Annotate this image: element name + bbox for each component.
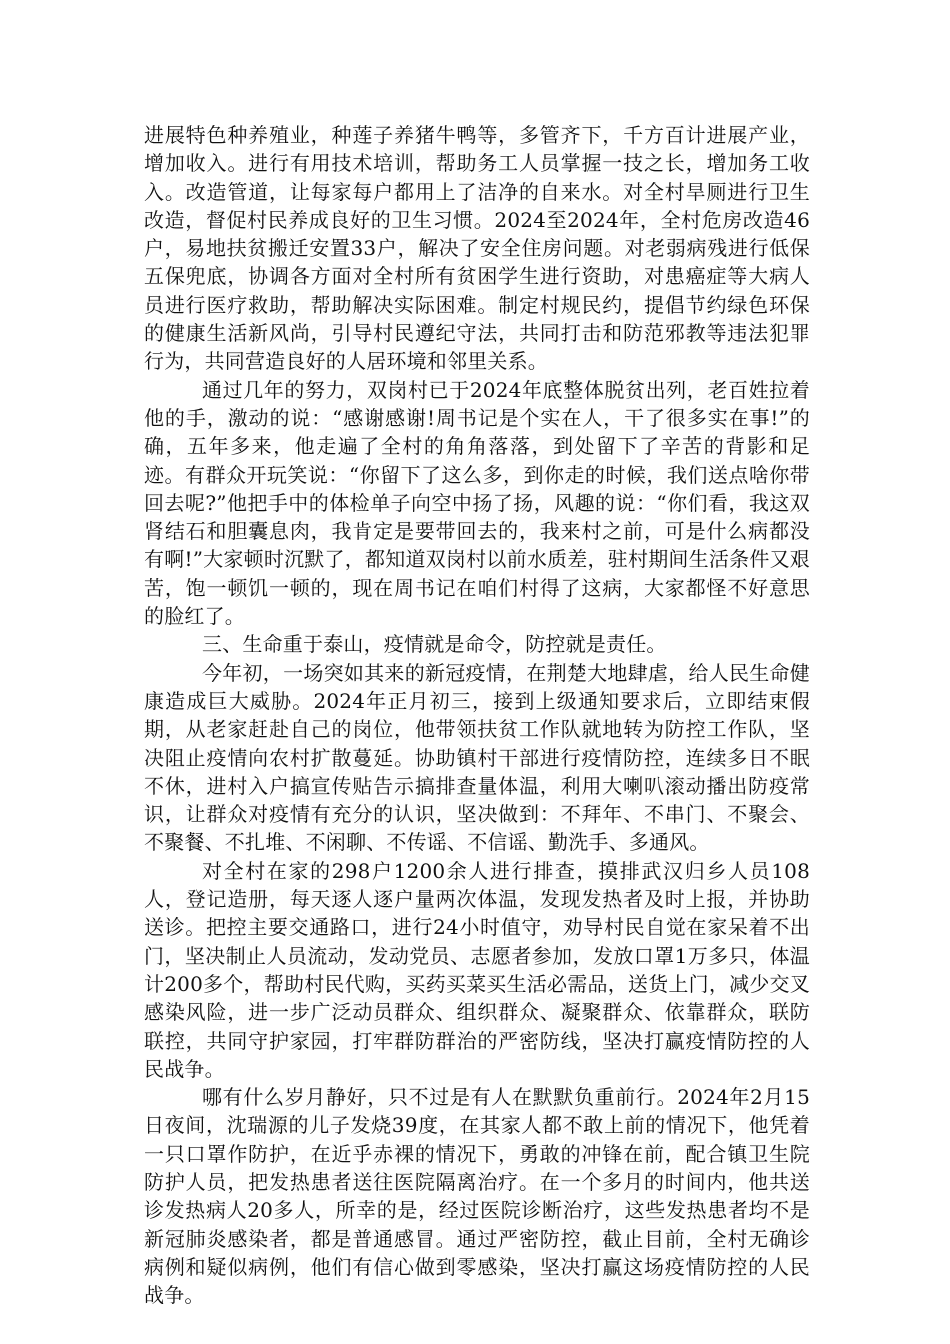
paragraph-frontline-escort: 哪有什么岁月静好，只不过是有人在默默负重前行。2024年2月15日夜间，沈瑞源的儿子发烧39度，在其家人都不敢上前的情况下，他凭着一只口罩作防护，在近乎赤裸的情况下，勇敢的冲锋在前，配合镇卫生院防护人员，把发热患者送往医院隔离治疗。在一个多月的时间内，他共送诊发热病人20多人，所幸的是，经过医院诊断治疗，这些发热患者均不是新冠肺炎感染者，都是普通感冒。通过严密防控，截止目前，全村无确诊病例和疑似病例，他们有信心做到零感染，坚决打赢这场疫情防控的人民战争。 [144, 1085, 810, 1308]
paragraph-industry-development: 进展特色种养殖业，种莲子养猪牛鸭等，多管齐下，千方百计进展产业，增加收入。进行有用技术培训，帮助务工人员掌握一技之长，增加务工收入。改造管道，让每家每户都用上了洁净的自来水。对全村旱厕进行卫生改造，督促村民养成良好的卫生习惯。2024至2024年，全村危房改造46户，易地扶贫搬迁安置33户，解决了安全住房问题。对老弱病残进行低保五保兜底，协调各方面对全村所有贫困学生进行资助，对患癌症等大病人员进行医疗救助，帮助解决实际困难。制定村规民约，提倡节约绿色环保的健康生活新风尚，引导村民遵纪守法，共同打击和防范邪教等违法犯罪行为，共同营造良好的人居环境和邻里关系。 [144, 123, 810, 374]
paragraph-epidemic-outbreak: 今年初，一场突如其来的新冠疫情，在荆楚大地肆虐，给人民生命健康造成巨大威胁。2024年正月初三，接到上级通知要求后，立即结束假期，从老家赶赴自己的岗位，他带领扶贫工作队就地转为防控工作队，坚决阻止疫情向农村扩散蔓延。协助镇村干部进行疫情防控，连续多日不眠不休，进村入户搞宣传贴告示搞排查量体温，利用大喇叭滚动播出防疫常识，让群众对疫情有充分的认识，坚决做到：不拜年、不串门、不聚会、不聚餐、不扎堆、不闲聊、不传谣、不信谣、勤洗手、多通风。 [144, 660, 810, 855]
document-body [144, 121, 810, 1309]
paragraph-poverty-exit: 通过几年的努力，双岗村已于2024年底整体脱贫出列，老百姓拉着他的手，激动的说：“感谢感谢!周书记是个实在人，干了很多实在事!”的确，五年多来，他走遍了全村的角角落落，到处留下了辛苦的背影和足迹。有群众开玩笑说：“你留下了这么多，到你走的时候，我们送点啥你带回去呢?”他把手中的体检单子向空中扬了扬，风趣的说：“你们看，我这双肾结石和胆囊息肉，我肯定是要带回去的，我来村之前，可是什么病都没有啊!”大家顿时沉默了，都知道双岗村以前水质差，驻村期间生活条件又艰苦，饱一顿饥一顿的，现在周书记在咱们村得了这病，大家都怪不好意思的脸红了。 [144, 377, 810, 629]
paragraph-village-screening: 对全村在家的298户1200余人进行排查，摸排武汉归乡人员108人，登记造册，每天逐人逐户量两次体温，发现发热者及时上报，并协助送诊。把控主要交通路口，进行24小时值守，劝导村民自觉在家呆着不出门，坚决制止人员流动，发动党员、志愿者参加，发放口罩1万多只，体温计200多个，帮助村民代购，买药买菜买生活必需品，送货上门，减少交叉感染风险，进一步广泛动员群众、组织群众、凝聚群众、依靠群众，联防联控，共同守护家园，打牢群防群治的严密防线，坚决打赢疫情防控的人民战争。 [144, 858, 810, 1081]
section-heading-three: 三、生命重于泰山，疫情就是命令，防控就是责任。 [202, 632, 667, 657]
